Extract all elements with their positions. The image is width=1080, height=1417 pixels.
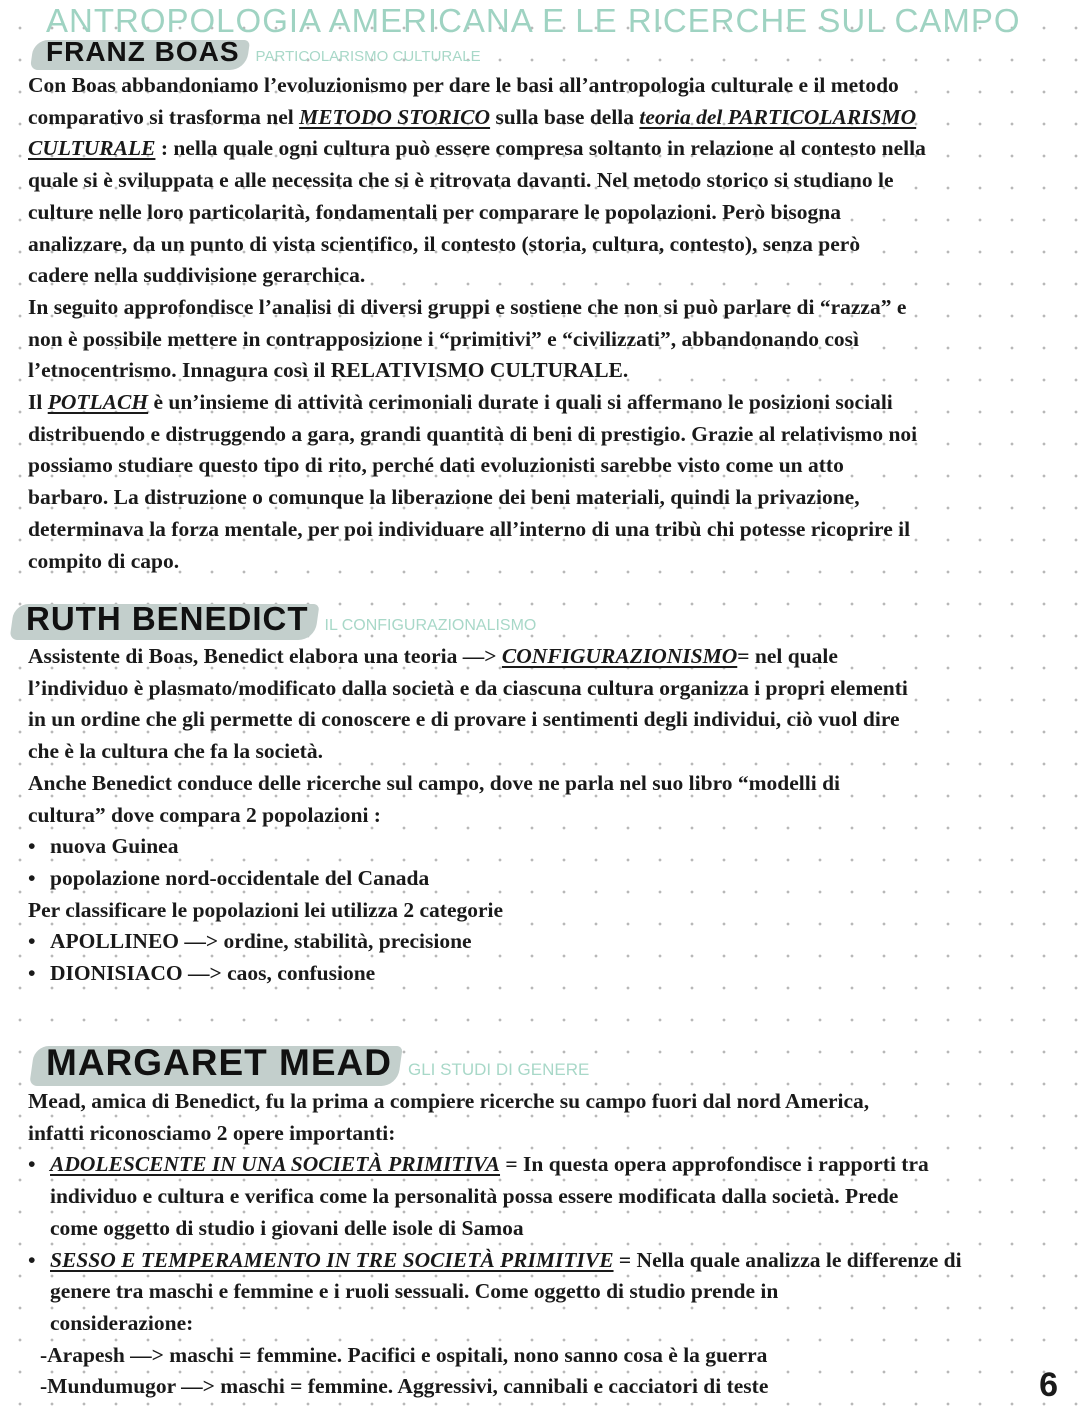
text-segment: non è possibile mettere in contrapposizione i “primitivi” e “civilizzati”, abbandonando così [28,326,859,351]
page-number: 6 [1039,1366,1058,1404]
text-segment: culture nelle loro particolarità, fondamentali per comparare le popolazioni. Però bisogna [28,199,841,224]
text-segment: l’individuo è plasmato/modificato dalla società e da ciascuna cultura organizza i propri elementi [28,675,908,700]
heading-subtitle: PARTICOLARISMO CULTURALE [255,48,481,65]
text-segment: = Nella quale analizza le differenze di [613,1247,962,1272]
text-segment: l’etnocentrismo. Innagura così il RELATIVISMO CULTURALE. [28,358,629,383]
text-segment: Mead, amica di Benedict, fu la prima a compiere ricerche su campo fuori dal nord America, [28,1089,870,1113]
text-segment: comparativo si trasforma nel [28,104,300,129]
text-line [28,450,926,482]
emphasized-term: ADOLESCENTE IN UNA SOCIETÀ PRIMITIVA [50,1152,501,1177]
text-line [28,1213,962,1245]
text-line [28,419,926,451]
text-segment: -Arapesh —> maschi = femmine. Pacifici e ospitali, nono sanno cosa è la guerra [40,1342,768,1367]
text-line [28,1086,962,1118]
emphasized-term: teoria del PARTICOLARISMO [639,104,917,129]
text-segment: cadere nella suddivisione gerarchica. [28,263,366,288]
text-segment: determinava la forza mentale, per poi individuare all’interno di una tribù chi potesse ricoprire il [28,516,911,541]
section-heading-mead [46,1042,589,1084]
text-segment: come oggetto di studio i giovani delle isole di Samoa [50,1215,524,1240]
section-body-boas [28,70,926,577]
bullet-item [28,1149,962,1181]
text-segment: analizzare, da un punto di vista scientifico, il contesto (storia, cultura, contesto), senza però [28,231,861,256]
heading-name: RUTH BENEDICT [26,600,309,637]
text-segment: : nella quale ogni cultura può essere compresa soltanto in relazione al contesto nella [155,136,926,161]
bullet-item [28,863,908,895]
text-segment: distribuendo e distruggendo a gara, grandi quantità di beni di prestigio. Grazie al relativismo noi [28,421,918,446]
text-segment: -Mundumugor —> maschi = femmine. Aggressivi, cannibali e cacciatori di teste [40,1374,769,1399]
text-segment: Assistente di Boas, Benedict elabora una teoria —> [28,644,502,668]
section-heading-benedict [26,600,536,638]
text-line [28,260,926,292]
text-segment: Il [28,390,48,415]
heading-subtitle: IL CONFIGURAZIONALISMO [324,617,537,634]
heading-subtitle: GLI STUDI DI GENERE [407,1060,590,1079]
text-line [28,1371,962,1403]
bullet-item [28,1245,962,1277]
bullet-item [28,926,908,958]
section-body-benedict [28,641,908,990]
text-segment: individuo e cultura e verifica come la personalità possa essere modificata dalla società. Prede [50,1184,899,1209]
text-segment: APOLLINEO —> ordine, stabilità, precisione [50,929,472,954]
text-segment: considerazione: [50,1310,194,1335]
text-line [28,324,926,356]
text-line [28,197,926,229]
text-line [28,800,908,832]
section-body-mead [28,1086,962,1403]
text-line [28,546,926,578]
heading-name: FRANZ BOAS [46,36,240,67]
text-segment: nuova Guinea [50,834,179,859]
page-title: ANTROPOLOGIA AMERICANA E LE RICERCHE SUL CAMPO [46,2,1021,39]
heading-name: MARGARET MEAD [46,1042,392,1083]
section-heading-boas [46,36,481,68]
text-line [28,895,908,927]
text-segment: popolazione nord-occidentale del Canada [50,865,430,890]
text-segment: cultura” dove compara 2 popolazioni : [28,802,381,827]
bullet-item [28,831,908,863]
text-line [28,768,908,800]
text-line [28,102,926,134]
text-line [28,229,926,261]
bullet-item [28,958,908,990]
text-line [28,355,926,387]
text-line [28,133,926,165]
text-segment: In seguito approfondisce l’analisi di diversi gruppi e sostiene che non si può parlare di “razza” e [28,294,907,319]
text-segment: possiamo studiare questo tipo di rito, perché dati evoluzionisti sarebbe visto come un atto [28,453,844,478]
text-line [28,673,908,705]
emphasized-term: CULTURALE [28,136,156,161]
emphasized-term: METODO STORICO [299,104,491,129]
text-segment: infatti riconosciamo 2 opere importanti: [28,1120,396,1145]
text-segment: in un ordine che gli permette di conoscere e di provare i sentimenti degli individui, ciò vuol dire [28,707,900,732]
text-segment: = nel quale [737,644,838,668]
text-line [28,704,908,736]
text-line [28,514,926,546]
emphasized-term: SESSO E TEMPERAMENTO IN TRE SOCIETÀ PRIMITIVE [50,1247,614,1272]
emphasized-term: CONFIGURAZIONISMO [501,644,738,668]
emphasized-term: POTLACH [47,390,149,415]
text-segment: sulla base della [490,104,640,129]
text-line [28,387,926,419]
text-line [28,1118,962,1150]
text-line [28,482,926,514]
text-line [28,641,908,673]
text-line [28,165,926,197]
text-segment: Per classificare le popolazioni lei utilizza 2 categorie [28,897,504,922]
text-segment: barbaro. La distruzione o comunque la liberazione dei beni materiali, quindi la privazione, [28,485,860,510]
text-segment: Con Boas abbandoniamo l’evoluzionismo per dare le basi all’antropologia culturale e il metodo [28,73,899,97]
text-line [28,736,908,768]
text-segment: = In questa opera approfondisce i rapporti tra [500,1152,929,1177]
text-segment: che è la cultura che fa la società. [28,739,323,764]
text-segment: DIONISIACO —> caos, confusione [50,961,376,986]
text-line [28,1276,962,1308]
text-line [28,1340,962,1372]
text-segment: compito di capo. [28,548,180,573]
text-segment: genere tra maschi e femmine e i ruoli sessuali. Come oggetto di studio prende in [50,1279,779,1304]
text-line [28,1181,962,1213]
text-segment: Anche Benedict conduce delle ricerche sul campo, dove ne parla nel suo libro “modelli di [28,770,841,795]
text-line [28,292,926,324]
text-segment: è un’insieme di attività cerimoniali durate i quali si affermano le posizioni sociali [148,390,893,415]
text-line [28,1308,962,1340]
text-segment: quale si è sviluppata e alle necessita che si è ritrovata davanti. Nel metodo storico si studiano le [28,168,894,193]
text-line [28,70,926,102]
